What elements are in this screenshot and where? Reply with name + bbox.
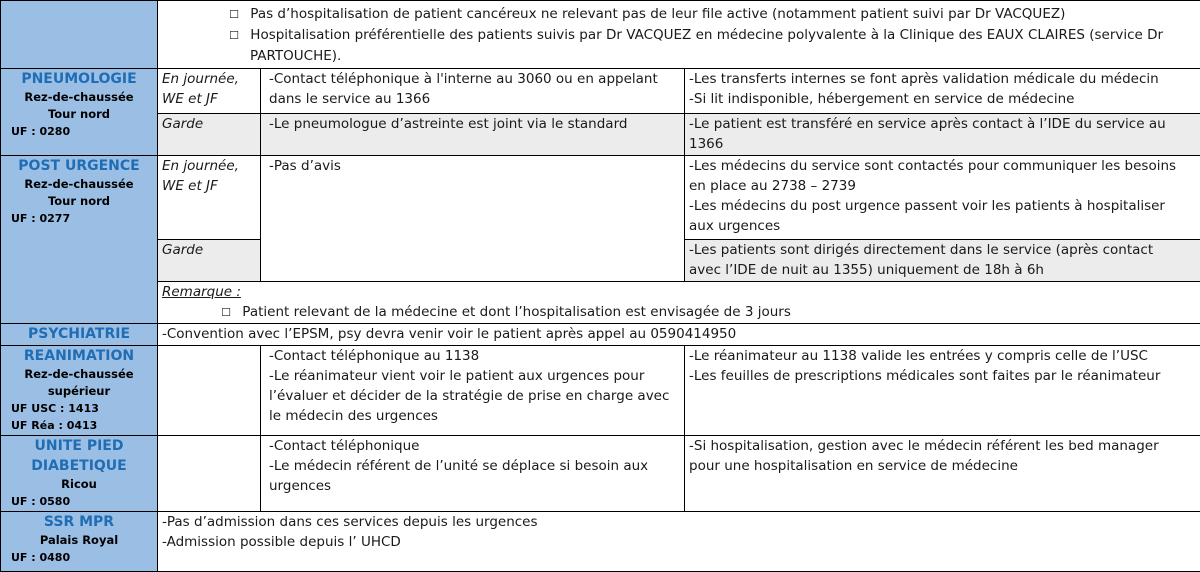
notes-text: avec l’IDE de nuit au 1355) uniquement de 18h à 6h [685, 260, 1200, 280]
contact-text: -Le réanimateur vient voir le patient aux urgences pour [261, 366, 684, 386]
upd-uf: UF : 0580 [1, 493, 157, 510]
post-row-remark [1, 282, 1200, 324]
when-text: Garde [158, 240, 260, 260]
notes-text: 1366 [685, 134, 1200, 154]
ssr-text: -Admission possible depuis l’ UHCD [158, 532, 1200, 552]
rea-location-2: supérieur [1, 383, 157, 400]
top-bullets-cell [158, 1, 1200, 69]
post-location: Rez-de-chaussée [1, 176, 157, 193]
rea-row [1, 346, 1200, 436]
psy-text: -Convention avec l’EPSM, psy devra venir voir le patient après appel au 0590414950 [158, 324, 1200, 344]
when-text: En journée, [158, 156, 260, 176]
upd-name-2: DIABETIQUE [1, 456, 157, 476]
upd-notes [685, 436, 1200, 512]
ssr-text: -Pas d’admission dans ces services depuis les urgences [158, 512, 1200, 532]
top-bullet-2 [158, 25, 1200, 46]
contact-text: -Le pneumologue d’astreinte est joint via le standard [261, 114, 684, 134]
post-name: POST URGENCE [1, 156, 157, 176]
contact-text: -Contact téléphonique à l'interne au 3060 ou en appelant [261, 69, 684, 89]
remark-text: Patient relevant de la médecine et dont l’hospitalisation est envisagée de 3 jours [242, 304, 791, 320]
ssr-uf: UF : 0480 [1, 549, 157, 566]
notes-text: -Le réanimateur au 1138 valide les entrées y compris celle de l’USC [685, 346, 1200, 366]
post-service-cell [1, 156, 158, 324]
contact-text: urgences [261, 476, 684, 496]
when-text: WE et JF [158, 89, 260, 109]
notes-text: -Si lit indisponible, hébergement en service de médecine [685, 89, 1200, 109]
contact-text: -Pas d’avis [261, 156, 684, 176]
psy-text-cell [158, 324, 1200, 346]
pneumo-location-2: Tour nord [1, 106, 157, 123]
upd-contact [261, 436, 685, 512]
contact-text: -Contact téléphonique [261, 436, 684, 456]
upd-location: Ricou [1, 476, 157, 493]
top-bullet-1-text: Pas d’hospitalisation de patient cancéreux ne relevant pas de leur file active (notamment patient suivi par Dr VACQUEZ) [250, 6, 1065, 22]
post-notes-garde [685, 240, 1200, 282]
pneumo-row-garde [1, 114, 1200, 156]
pneumo-contact-garde [261, 114, 685, 156]
checkbox-icon: ☐ [214, 303, 238, 323]
top-service-cell [1, 1, 158, 69]
post-contact [261, 156, 685, 282]
when-text: Garde [158, 114, 260, 134]
pneumo-location: Rez-de-chaussée [1, 89, 157, 106]
rea-service-cell [1, 346, 158, 436]
notes-text: pour une hospitalisation en service de médecine [685, 456, 1200, 476]
contact-text: dans le service au 1366 [261, 89, 684, 109]
pneumo-service-cell [1, 69, 158, 156]
pneumo-contact-day [261, 69, 685, 114]
remark-label: Remarque : [158, 282, 1200, 302]
rea-location: Rez-de-chaussée [1, 366, 157, 383]
top-row [1, 1, 1200, 69]
rea-uf-usc: UF USC : 1413 [1, 400, 157, 417]
ssr-row [1, 512, 1200, 572]
pneumo-when-garde [158, 114, 261, 156]
psy-name: PSYCHIATRIE [1, 324, 157, 344]
post-remark-cell [158, 282, 1200, 324]
contact-text: -Le médecin référent de l’unité se déplace si besoin aux [261, 456, 684, 476]
contact-text: l’évaluer et décider de la stratégie de prise en charge avec [261, 386, 684, 406]
notes-text: -Les feuilles de prescriptions médicales sont faites par le réanimateur [685, 366, 1200, 386]
post-uf: UF : 0277 [1, 210, 157, 227]
psy-row [1, 324, 1200, 346]
post-notes-day [685, 156, 1200, 240]
post-when-garde [158, 240, 261, 282]
pneumo-notes-day [685, 69, 1200, 114]
rea-notes [685, 346, 1200, 436]
rea-name: REANIMATION [1, 346, 157, 366]
notes-text: -Les transferts internes se font après validation médicale du médecin [685, 69, 1200, 89]
top-bullet-2-text: Hospitalisation préférentielle des patients suivis par Dr VACQUEZ en médecine polyvalente à la Clinique des EAUX CLAIRES (service Dr [250, 27, 1163, 43]
when-text: En journée, [158, 69, 260, 89]
contact-text: le médecin des urgences [261, 406, 684, 426]
ssr-location: Palais Royal [1, 532, 157, 549]
remark-bullet [158, 302, 1200, 323]
notes-text: aux urgences [685, 216, 1200, 236]
upd-row [1, 436, 1200, 512]
checkbox-icon: ☐ [222, 26, 246, 46]
psy-service-cell [1, 324, 158, 346]
top-bullet-1 [158, 4, 1200, 25]
notes-text: en place au 2738 – 2739 [685, 176, 1200, 196]
checkbox-icon: ☐ [222, 5, 246, 25]
notes-text: -Les médecins du post urgence passent voir les patients à hospitaliser [685, 196, 1200, 216]
post-location-2: Tour nord [1, 193, 157, 210]
pneumo-when-day [158, 69, 261, 114]
rea-contact [261, 346, 685, 436]
rea-when [158, 346, 261, 436]
notes-text: -Les patients sont dirigés directement dans le service (après contact [685, 240, 1200, 260]
upd-name: UNITE PIED [1, 436, 157, 456]
notes-text: -Si hospitalisation, gestion avec le médecin référent les bed manager [685, 436, 1200, 456]
pneumo-row-day [1, 69, 1200, 114]
notes-text: -Le patient est transféré en service après contact à l’IDE du service au [685, 114, 1200, 134]
rea-uf-rea: UF Réa : 0413 [1, 417, 157, 434]
pneumo-name: PNEUMOLOGIE [1, 69, 157, 89]
upd-when [158, 436, 261, 512]
notes-text: -Les médecins du service sont contactés pour communiquer les besoins [685, 156, 1200, 176]
post-when-day [158, 156, 261, 240]
pneumo-uf: UF : 0280 [1, 123, 157, 140]
top-bullet-2-text-cont: PARTOUCHE). [158, 46, 1200, 66]
post-row-day [1, 156, 1200, 240]
contact-text: -Contact téléphonique au 1138 [261, 346, 684, 366]
pneumo-notes-garde [685, 114, 1200, 156]
upd-service-cell [1, 436, 158, 512]
ssr-name: SSR MPR [1, 512, 157, 532]
ssr-text-cell [158, 512, 1200, 572]
when-text: WE et JF [158, 176, 260, 196]
ssr-service-cell [1, 512, 158, 572]
